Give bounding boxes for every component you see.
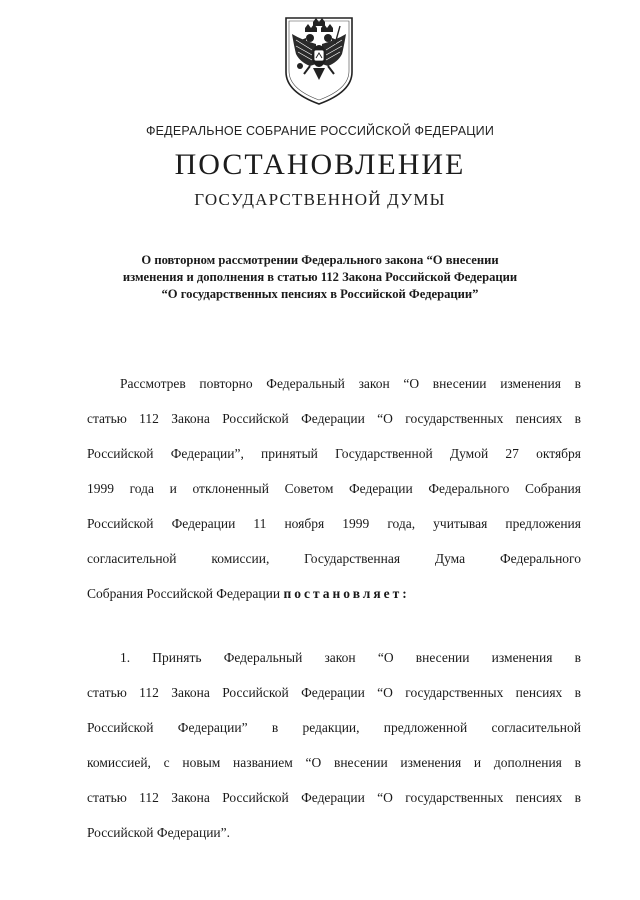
russian-coat-of-arms-icon — [280, 14, 358, 108]
text-line-prefix: Собрания Российской Федерации — [87, 586, 284, 601]
text-line: Российской Федерации 11 ноября 1999 года, учитывая предложения — [87, 516, 581, 531]
text-line: комиссией, с новым названием “О внесении изменения и дополнения в — [87, 755, 581, 770]
text-line: 1999 года и отклоненный Советом Федерации Федерального Собрания — [87, 481, 581, 496]
resolution-keyword: постановляет: — [283, 586, 410, 601]
subject-line: изменения и дополнения в статью 112 Закона Российской Федерации — [122, 270, 518, 284]
document-type-title: ПОСТАНОВЛЕНИЕ — [174, 148, 466, 181]
text-line: Российской Федерации” в редакции, предложенной согласительной — [87, 720, 581, 735]
paragraph-preamble — [87, 366, 581, 611]
text-line: согласительной комиссии, Государственная Дума Федерального — [87, 551, 581, 566]
text-line: Рассмотрев повторно Федеральный закон “О внесении изменения в — [120, 376, 581, 391]
text-line: Российской Федерации”, принятый Государственной Думой 27 октября — [87, 446, 581, 461]
subject-line: “О государственных пенсиях в Российской Федерации” — [161, 287, 479, 301]
text-line: 1. Принять Федеральный закон “О внесении изменения в — [120, 650, 581, 665]
organization-name: ФЕДЕРАЛЬНОЕ СОБРАНИЕ РОССИЙСКОЙ ФЕДЕРАЦИИ — [145, 124, 495, 138]
subject-line: О повторном рассмотрении Федерального закона “О внесении — [141, 253, 499, 267]
text-line: Российской Федерации”. — [87, 825, 231, 840]
text-line: статью 112 Закона Российской Федерации “О государственных пенсиях в — [87, 685, 581, 700]
text-line: статью 112 Закона Российской Федерации “О государственных пенсиях в — [87, 411, 581, 426]
document-subject — [60, 252, 580, 303]
text-line-resolution — [87, 576, 581, 611]
text-line: статью 112 Закона Российской Федерации “О государственных пенсиях в — [87, 790, 581, 805]
paragraph-item-1 — [87, 640, 581, 850]
document-issuer: ГОСУДАРСТВЕННОЙ ДУМЫ — [194, 190, 446, 209]
